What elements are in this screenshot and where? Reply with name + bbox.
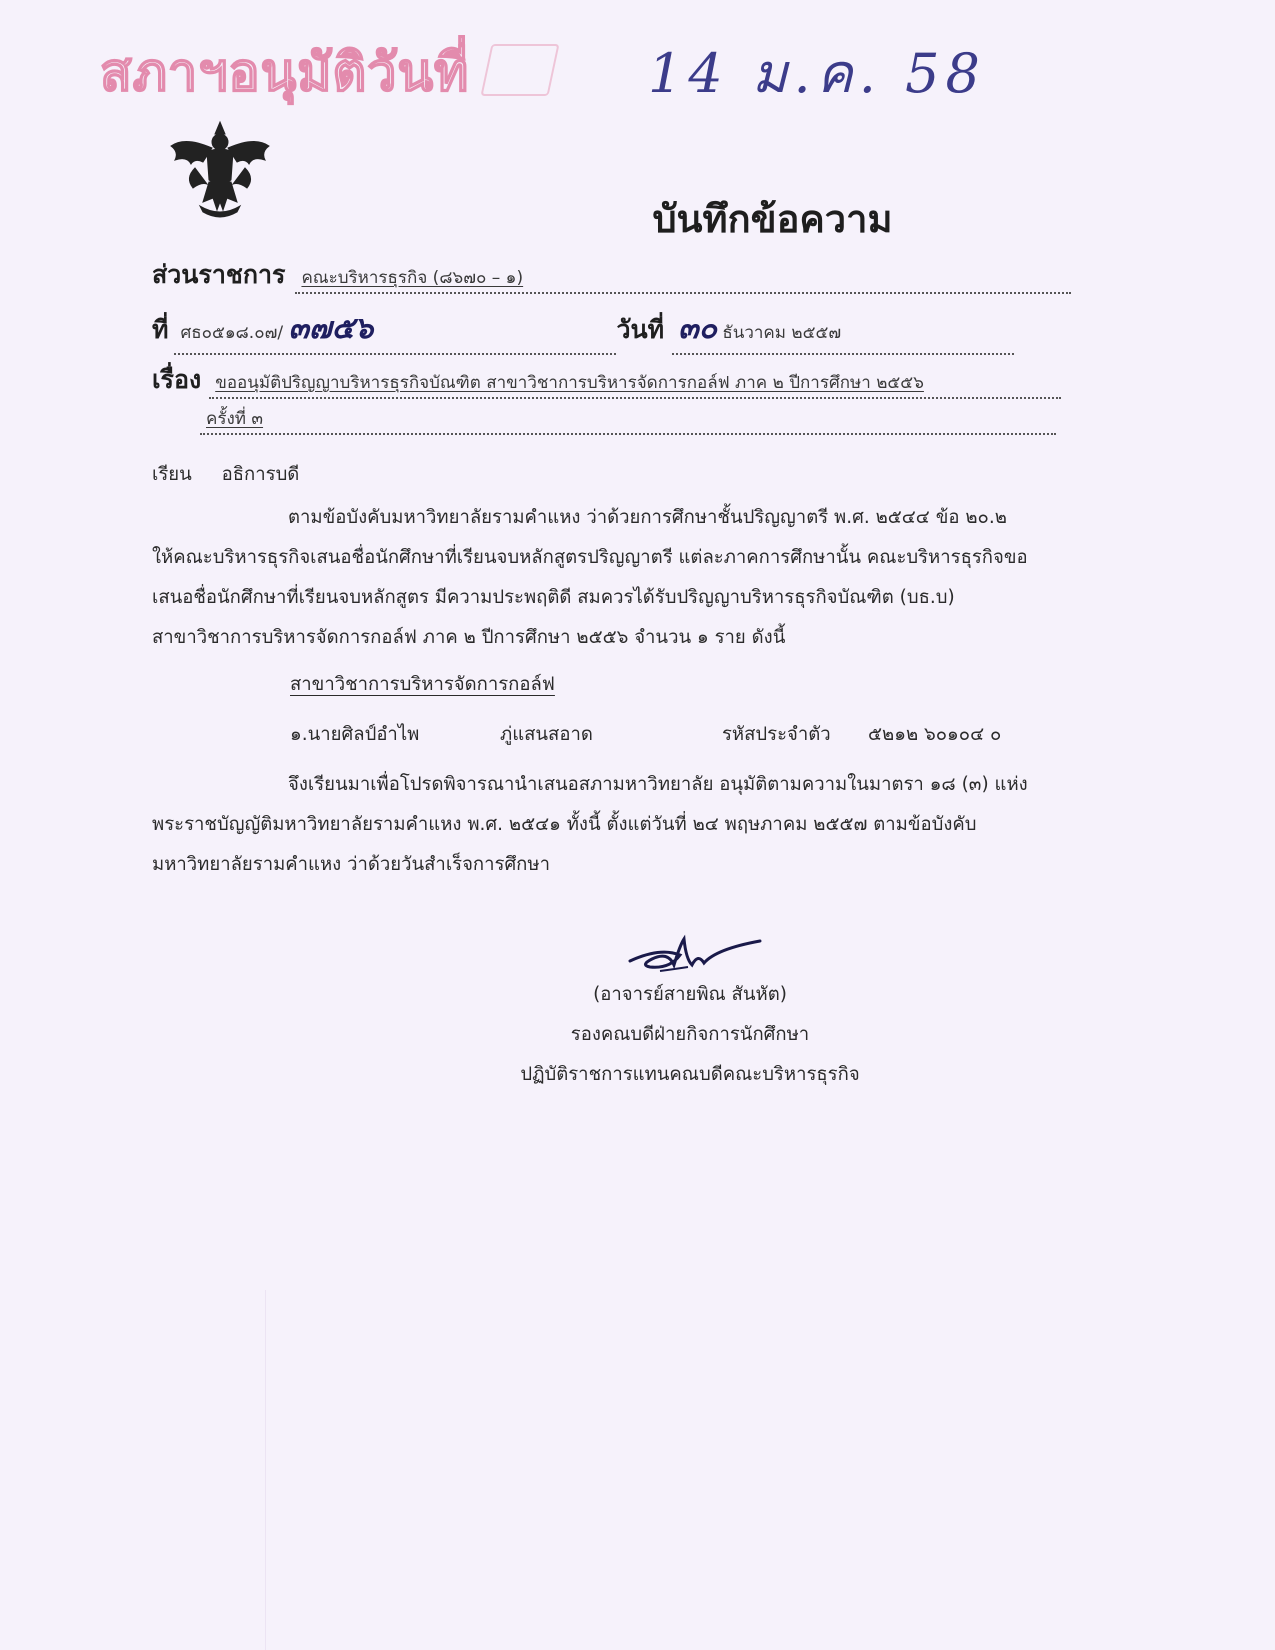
date-value [672, 305, 1014, 355]
signatory-position-1: รองคณบดีฝ่ายกิจการนักศึกษา [570, 1024, 810, 1045]
stamp-box [480, 44, 559, 96]
salutation-value: อธิการบดี [221, 464, 300, 485]
reference-code: ศธ๐๕๑๘.๐๗/ [180, 323, 284, 343]
para1-line1: ตามข้อบังคับมหาวิทยาลัยรามคำแหง ว่าด้วยการศึกษาชั้นปริญญาตรี พ.ศ. ๒๕๔๔ ข้อ ๒๐.๒ [288, 507, 1007, 528]
salutation [152, 455, 1084, 495]
para1-line3: เสนอชื่อนักศึกษาที่เรียนจบหลักสูตร มีความประพฤติดี สมควรได้รับปริญญาบริหารธุรกิจบัณฑิต (บธ.บ) [152, 587, 955, 608]
reference-value [174, 305, 616, 355]
agency-value: คณะบริหารธุรกิจ (๘๖๗๐ – ๑) [295, 264, 1071, 294]
agency-row [152, 255, 1071, 295]
subject-value-2: ครั้งที่ ๓ [200, 405, 1056, 435]
reference-number: ๓๗๕๖ [288, 311, 374, 346]
student-id-label: รหัสประจำตัว [722, 724, 831, 745]
subject-row-2 [200, 405, 1056, 435]
paragraph-1 [152, 498, 1084, 658]
memo-title: บันทึกข้อความ [652, 197, 893, 241]
subject-value: ขออนุมัติปริญญาบริหารธุรกิจบัณฑิต สาขาวิชาการบริหารจัดการกอล์ฟ ภาค ๒ ปีการศึกษา ๒๕๕๖ [209, 369, 1061, 399]
para2-line2: พระราชบัญญัติมหาวิทยาลัยรามคำแหง พ.ศ. ๒๕๔๑ ทั้งนี้ ตั้งแต่วันที่ ๒๔ พฤษภาคม ๒๕๕๗ ตามข้อบังคับ [152, 814, 977, 835]
para1-line4: สาขาวิชาการบริหารจัดการกอล์ฟ ภาค ๒ ปีการศึกษา ๒๕๕๖ จำนวน ๑ ราย ดังนี้ [152, 627, 786, 648]
para1-line2: ให้คณะบริหารธุรกิจเสนอชื่อนักศึกษาที่เรียนจบหลักสูตรปริญญาตรี แต่ละภาคการศึกษานั้น คณะบริหารธุรกิจขอ [152, 547, 1028, 568]
student-last-name: ภู่แสนสอาด [500, 724, 593, 745]
para2-line1: จึงเรียนมาเพื่อโปรดพิจารณานำเสนอสภามหาวิทยาลัย อนุมัติตามความในมาตรา ๑๘ (๓) แห่ง [288, 774, 1028, 795]
subject-label: เรื่อง [152, 365, 202, 394]
para2-line3: มหาวิทยาลัยรามคำแหง ว่าด้วยวันสำเร็จการศึกษา [152, 854, 550, 875]
signatory-position-2: ปฏิบัติราชการแทนคณบดีคณะบริหารธุรกิจ [520, 1064, 860, 1085]
student-id: ๕๒๑๒ ๖๐๑๐๔ ๐ [868, 724, 1002, 745]
signature-icon [620, 925, 770, 985]
scan-edge-line [265, 1290, 266, 1650]
date-label: วันที่ [616, 315, 665, 344]
reference-label: ที่ [152, 315, 169, 344]
salutation-label: เรียน [152, 464, 192, 485]
student-first-name: ๑.นายศิลป์อำไพ [290, 724, 420, 745]
subject-row [152, 360, 1061, 400]
approval-stamp: สภาฯอนุมัติวันที่ [100, 43, 470, 103]
paragraph-2 [152, 765, 1084, 885]
signatory-name: (อาจารย์สายพิณ สันหัต) [593, 984, 787, 1005]
date-day: ๓๐ [678, 311, 717, 346]
agency-label: ส่วนราชการ [152, 260, 286, 289]
major-heading: สาขาวิชาการบริหารจัดการกอล์ฟ [290, 674, 555, 695]
handwritten-date: 14 ม.ค. 58 [648, 42, 986, 105]
date-month-year: ธันวาคม ๒๕๕๗ [722, 323, 842, 343]
reference-row [152, 305, 1014, 355]
